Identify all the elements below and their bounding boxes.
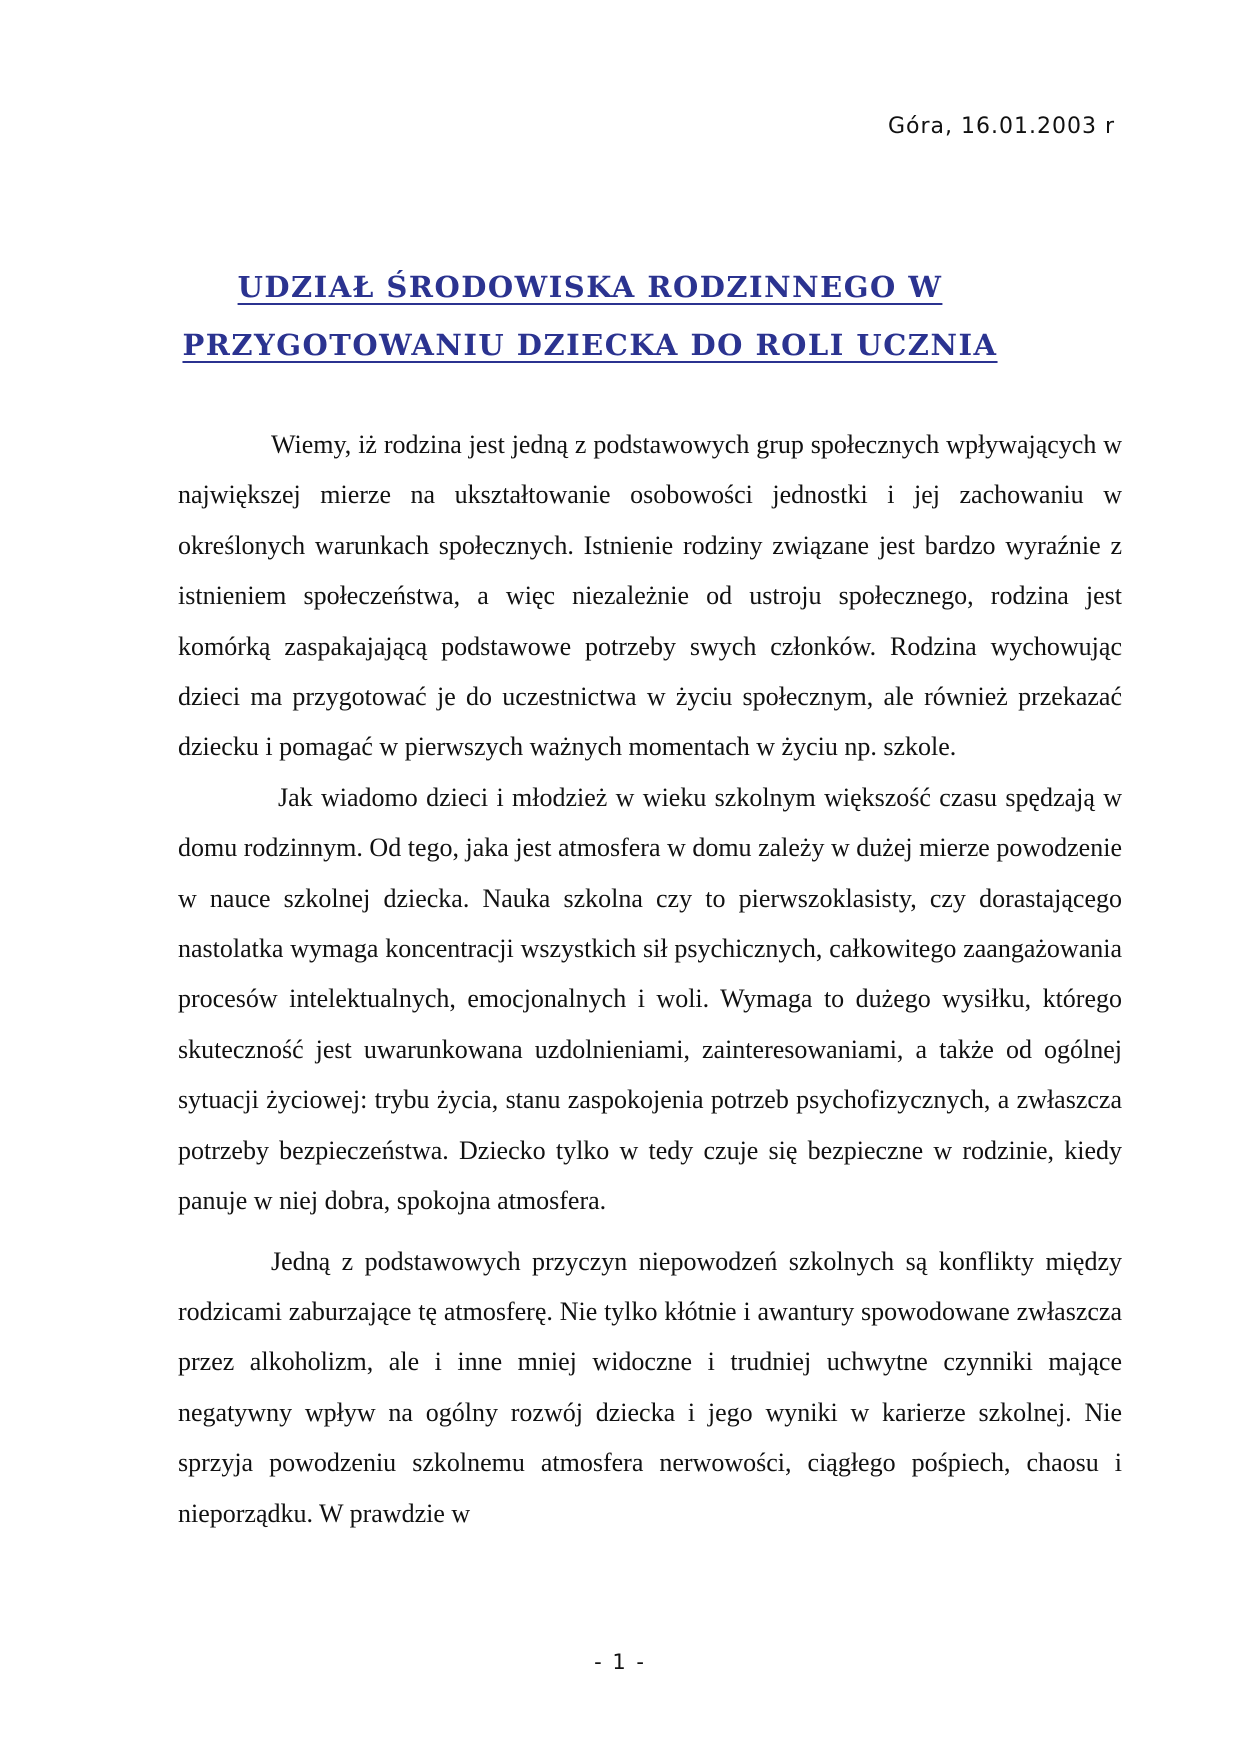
paragraph-3: Jedną z podstawowych przyczyn niepowodzeń szkolnych są konflikty między rodzicami zaburzające tę atmosferę. Nie tylko kłótnie i awantury spowodowane zwłaszcza przez alkoholizm, ale i inne mniej widoczne i trudniej uchwytne czynniki mające negatywny wpływ na ogólny rozwój dziecka i jego wyniki w karierze szkolnej. Nie sprzyja powodzeniu szkolnemu atmosfera nerwowości, ciągłego pośpiech, chaosu i nieporządku. W prawdzie w xyxy=(178,1246,1122,1528)
document-body xyxy=(178,420,1122,1539)
page-number: - 1 - xyxy=(594,1650,646,1674)
paragraph-2: Jak wiadomo dzieci i młodzież w wieku szkolnym większość czasu spędzają w domu rodzinnym. Od tego, jaka jest atmosfera w domu zależy w dużej mierze powodzenie w nauce szkolnej dziecka. Nauka szkolna czy to pierwszoklasisty, czy dorastającego nastolatka wymaga koncentracji wszystkich sił psychicznych, całkowitego zaangażowania procesów intelektualnych, emocjonalnych i woli. Wymaga to dużego wysiłku, którego skuteczność jest uwarunkowana uzdolnieniami, zainteresowaniami, a także od ogólnej sytuacji życiowej: trybu życia, stanu zaspokojenia potrzeb psychofizycznych, a zwłaszcza potrzeby bezpieczeństwa. Dziecko tylko w tedy czuje się bezpieczne w rodzinie, kiedy panuje w niej dobra, spokojna atmosfera. xyxy=(178,782,1122,1216)
title-line-1: UDZIAŁ ŚRODOWISKA RODZINNEGO W xyxy=(237,270,943,304)
paragraph-1: Wiemy, iż rodzina jest jedną z podstawowych grup społecznych wpływających w największej mierze na ukształtowanie osobowości jednostki i jej zachowaniu w określonych warunkach społecznych. Istnienie rodziny związane jest bardzo wyraźnie z istnieniem społeczeństwa, a więc niezależnie od ustroju społecznego, rodzina jest komórką zaspakajającą podstawowe potrzeby swych członków. Rodzina wychowując dzieci ma przygotować je do uczestnictwa w życiu społecznym, ale również przekazać dziecku i pomagać w pierwszych ważnych momentach w życiu np. szkole. xyxy=(178,430,1122,762)
document-title xyxy=(140,258,1040,374)
document-date: Góra, 16.01.2003 r xyxy=(887,114,1115,139)
title-line-2: PRZYGOTOWANIU DZIECKA DO ROLI UCZNIA xyxy=(182,328,998,362)
